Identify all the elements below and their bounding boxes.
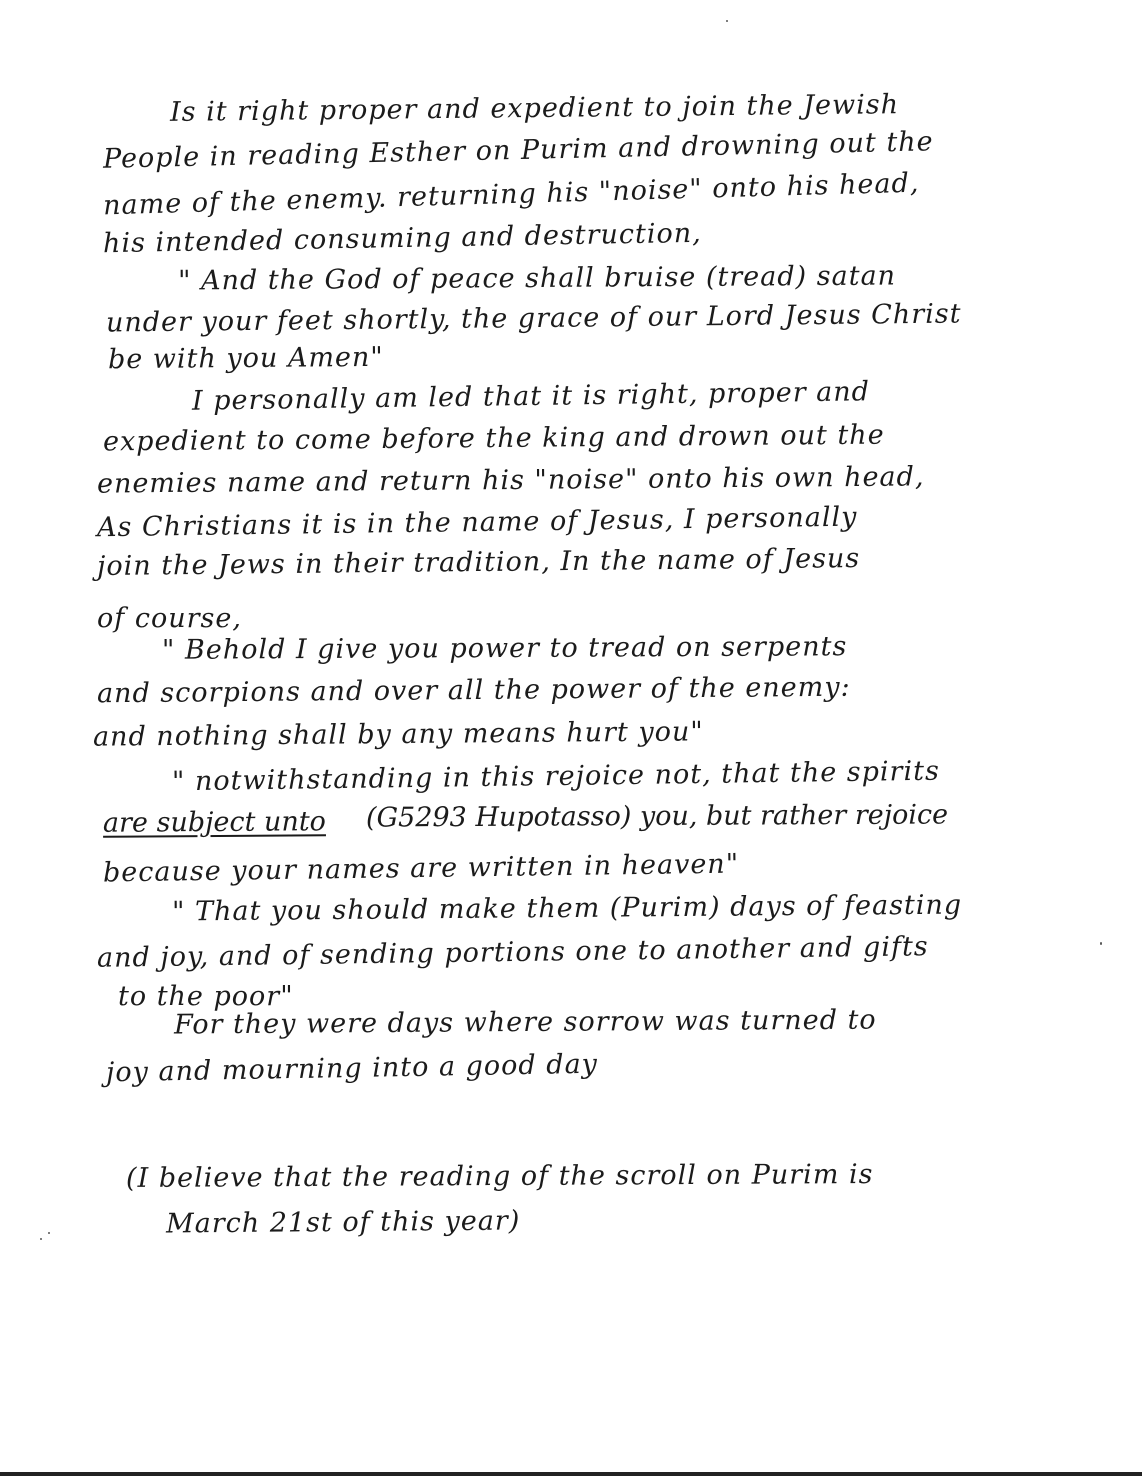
letter-line: " notwithstanding in this rejoice not, that the spirits — [171, 755, 941, 798]
scan-speck — [1100, 942, 1102, 945]
letter-line: join the Jews in their tradition, In the name of Jesus — [96, 543, 861, 582]
letter-line: As Christians it is in the name of Jesus, I personally — [96, 501, 858, 544]
letter-line: " That you should make them (Purim) days of feasting — [171, 889, 963, 928]
letter-line: name of the enemy. returning his "noise" onto his head, — [102, 167, 920, 222]
letter-line: under your feet shortly, the grace of our Lord Jesus Christ — [105, 298, 962, 339]
scan-speck — [40, 1238, 42, 1240]
letter-line: (G5293 Hupotasso) you, but rather rejoice — [365, 799, 949, 834]
letter-line: and scorpions and over all the power of the enemy: — [96, 671, 851, 710]
scan-speck — [726, 20, 728, 22]
letter-line: (I believe that the reading of the scroll on Purim is — [125, 1159, 874, 1194]
letter-line: For they were days where sorrow was turned to — [173, 1004, 877, 1041]
letter-line: and nothing shall by any means hurt you" — [92, 716, 704, 753]
underlined-phrase: are subject unto — [102, 806, 326, 839]
letter-line: to the poor" — [118, 981, 294, 1012]
letter-line: of course, — [97, 603, 242, 634]
letter-line: joy and mourning into a good day — [105, 1048, 599, 1089]
letter-line: " And the God of peace shall bruise (tread) satan — [177, 260, 897, 297]
letter-line: his intended consuming and destruction, — [102, 217, 703, 260]
letter-line: and joy, and of sending portions one to another and gifts — [96, 931, 929, 974]
scan-bottom-edge — [0, 1472, 1142, 1476]
letter-line: " Behold I give you power to tread on serpents — [161, 631, 848, 666]
scan-speck — [48, 1232, 50, 1234]
letter-line: Is it right proper and expedient to join the Jewish — [169, 89, 900, 128]
letter-line: I personally am led that it is right, proper and — [191, 376, 871, 417]
letter-line: enemies name and return his "noise" onto his own head, — [96, 461, 925, 500]
letter-line: be with you Amen" — [107, 341, 384, 376]
letter-line: because your names are written in heaven" — [102, 848, 740, 889]
letter-line: People in reading Esther on Purim and drowning out the — [102, 126, 934, 175]
letter-line: March 21st of this year) — [165, 1205, 521, 1240]
letter-line: expedient to come before the king and drown out the — [102, 419, 885, 458]
